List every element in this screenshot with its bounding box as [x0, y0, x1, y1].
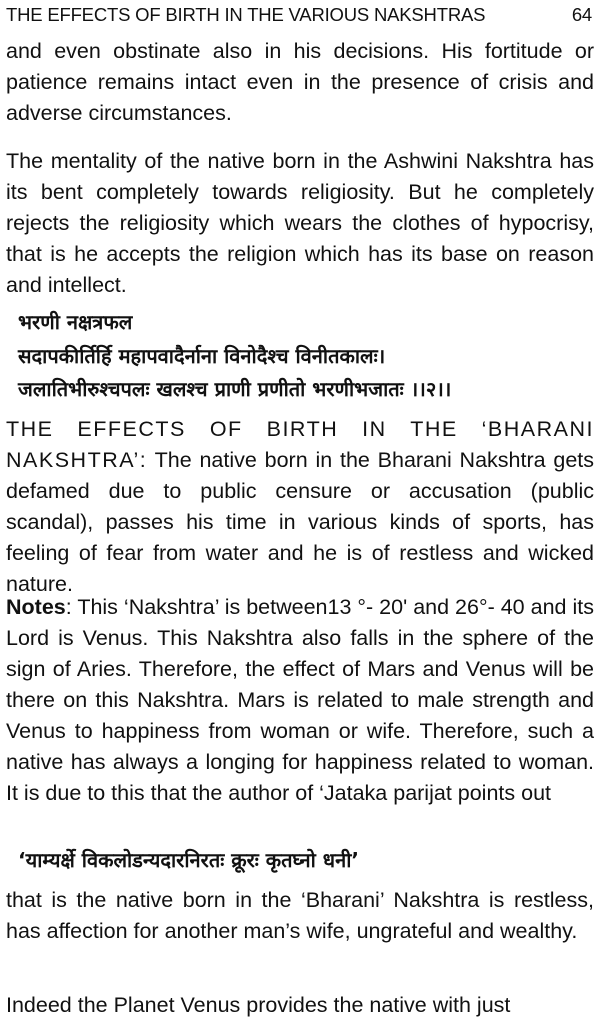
notes-text: : This ‘Nakshtra’ is between13 °- 20' and 26°- 40 and its Lord is Venus. This Nakshtra also falls in the sphere of the sign of Aries. Therefore, the effect of Mars and Venus will be there on this Nakshtra. Mars is related to male strength and Venus to happiness from woman or wife. Therefore, such a native has always a longing for happiness related to woman. It is due to this that the author of ‘Jataka parijat points out [6, 595, 594, 805]
paragraph-continuation: and even obstinate also in his decisions. His fortitude or patience remains intact even in the presence of crisis and adverse circumstances. [6, 39, 594, 125]
paragraph-ashwini-mentality: The mentality of the native born in the Ashwini Nakshtra has its bent completely towards religiosity. But he completely rejects the religiosity which wears the clothes of hypocrisy, that is he accepts the religion which has its base on reason and intellect. [6, 149, 594, 297]
paragraph-bharani-effects [6, 414, 594, 600]
paragraph-bharani-native: that is the native born in the ‘Bharani’ Nakshtra is restless, has affection for another man’s wife, ungrateful and wealthy. [6, 888, 594, 943]
section-heading-bharani: THE EFFECTS OF BIRTH IN THE ‘BHARANI NAKSHTRA’: [6, 417, 594, 472]
bharani-effects-text: The native born in the Bharani Nakshtra gets defamed due to public censure or accusation (public scandal), passes his time in various kinds of sports, has feeling of fear from water and he is of restless and wicked nature. [6, 448, 594, 596]
running-header-title: THE EFFECTS OF BIRTH IN THE VARIOUS NAKSHTRAS [6, 4, 486, 25]
verse-line-2: जलातिभीरुश्चपलः खलश्च प्राणी प्रणीतो भरणीभजातः ।।२।। [18, 377, 452, 401]
notes-label: Notes [6, 595, 66, 619]
paragraph-notes [6, 592, 594, 809]
paragraph-venus: Indeed the Planet Venus provides the native with just [6, 993, 511, 1017]
page-number: 64 [571, 4, 592, 25]
jataka-parijat-quote: ‘याम्यर्क्षे विकलोडन्यदारनिरतः क्रूरः कृतघ्नो धनी’ [18, 848, 359, 872]
verse-title: भरणी नक्षत्रफल [18, 310, 133, 334]
verse-line-1: सदापकीर्तिर्हि महापवादैर्नाना विनोदैश्च विनीतकालः। [18, 344, 386, 368]
running-header [6, 4, 592, 30]
